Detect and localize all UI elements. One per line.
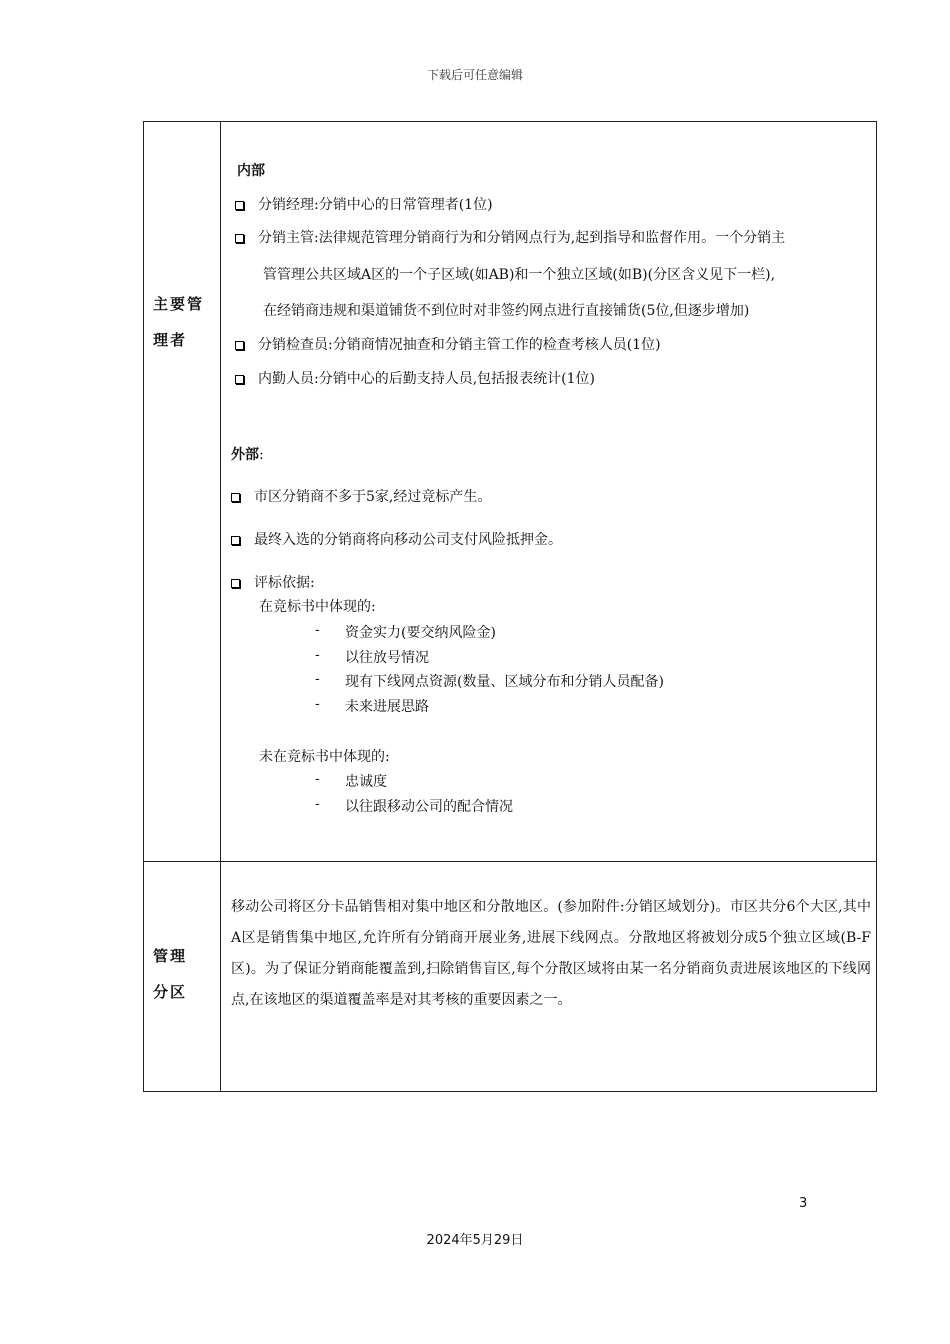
list-item-text: 分销经理:分销中心的日常管理者(1位) xyxy=(258,197,493,213)
row-label-line: 管理 xyxy=(153,947,188,965)
checkbox-bullet-icon xyxy=(235,201,244,210)
list-item-continuation: 管管理公共区域A区的一个子区域(如AB)和一个独立区域(如B)(分区含义见下一栏), xyxy=(263,267,776,283)
sub-list-item: 资金实力(要交纳风险金) xyxy=(345,625,496,641)
list-item xyxy=(235,227,785,247)
not-reflected-title: 未在竞标书中体现的: xyxy=(259,749,390,765)
footer-date: 2024年5月29日 xyxy=(426,1233,524,1248)
list-item-text: 评标依据: xyxy=(254,575,315,591)
list-item xyxy=(235,334,661,354)
row-label-zoning xyxy=(144,862,220,1010)
sub-list-item: 以往放号情况 xyxy=(345,650,429,666)
content-cell-zoning xyxy=(221,862,877,1092)
list-item-text: 市区分销商不多于5家,经过竞标产生。 xyxy=(254,489,492,505)
zoning-paragraph: 移动公司将区分卡品销售相对集中地区和分散地区。(参加附件:分销区域划分)。市区共分6个大区,其中A区是销售集中地区,允许所有分销商开展业务,进展下线网点。分散地区将被划分成5个独立区域(B-F区)。为了保证分销商能覆盖到,扫除销售盲区,每个分散区域将由某一名分销商负责进展该地区的下线网点,在该地区的渠道覆盖率是对其考核的重要因素之一。 xyxy=(231,899,871,1008)
zoning-content xyxy=(221,862,876,1091)
sub-list-item: 未来进展思路 xyxy=(345,699,429,715)
list-item xyxy=(231,572,315,592)
dash-bullet: - xyxy=(315,671,320,687)
checkbox-bullet-icon xyxy=(235,375,244,384)
label-cell-zoning xyxy=(144,862,221,1092)
checkbox-bullet-icon xyxy=(231,493,240,502)
checkbox-bullet-icon xyxy=(231,579,240,588)
table-row-managers xyxy=(144,122,877,862)
content-cell-managers xyxy=(221,122,877,862)
table-row-zoning xyxy=(144,862,877,1092)
external-title-wrap xyxy=(231,444,264,464)
sub-list-item: 忠诚度 xyxy=(345,774,387,790)
dash-bullet: - xyxy=(315,622,320,638)
list-item-text: 分销检查员:分销商情况抽查和分销主管工作的检查考核人员(1位) xyxy=(258,337,661,353)
row-label-managers xyxy=(144,122,220,358)
managers-content xyxy=(221,122,876,861)
list-item xyxy=(231,529,562,549)
row-label-line: 理者 xyxy=(153,331,188,349)
row-label-line: 主要管 xyxy=(153,295,205,313)
sub-list-item: 以往跟移动公司的配合情况 xyxy=(345,799,513,815)
dash-bullet: - xyxy=(315,796,320,812)
sub-list-item: 现有下线网点资源(数量、区域分布和分销人员配备) xyxy=(345,674,664,690)
reflected-title: 在竞标书中体现的: xyxy=(259,599,376,615)
checkbox-bullet-icon xyxy=(231,536,240,545)
page-number: 3 xyxy=(799,1196,808,1211)
label-cell-managers xyxy=(144,122,221,862)
checkbox-bullet-icon xyxy=(235,341,244,350)
header-note: 下载后可任意编辑 xyxy=(426,68,523,82)
list-item-continuation: 在经销商违规和渠道铺货不到位时对非签约网点进行直接铺货(5位,但逐步增加) xyxy=(263,303,750,319)
internal-title: 内部 xyxy=(237,163,265,179)
checkbox-bullet-icon xyxy=(235,234,244,243)
list-item xyxy=(235,194,493,214)
list-item xyxy=(235,368,595,388)
list-item xyxy=(231,486,491,506)
dash-bullet: - xyxy=(315,771,320,787)
list-item-text: 分销主管:法律规范管理分销商行为和分销网点行为,起到指导和监督作用。一个分销主 xyxy=(258,230,786,246)
content-table xyxy=(143,121,877,1092)
row-label-line: 分区 xyxy=(153,983,188,1001)
external-title: 外部 xyxy=(231,447,259,463)
list-item-text: 内勤人员:分销中心的后勤支持人员,包括报表统计(1位) xyxy=(258,371,595,387)
dash-bullet: - xyxy=(315,647,320,663)
external-title-colon: : xyxy=(259,447,264,463)
list-item-text: 最终入选的分销商将向移动公司支付风险抵押金。 xyxy=(254,532,562,548)
dash-bullet: - xyxy=(315,696,320,712)
